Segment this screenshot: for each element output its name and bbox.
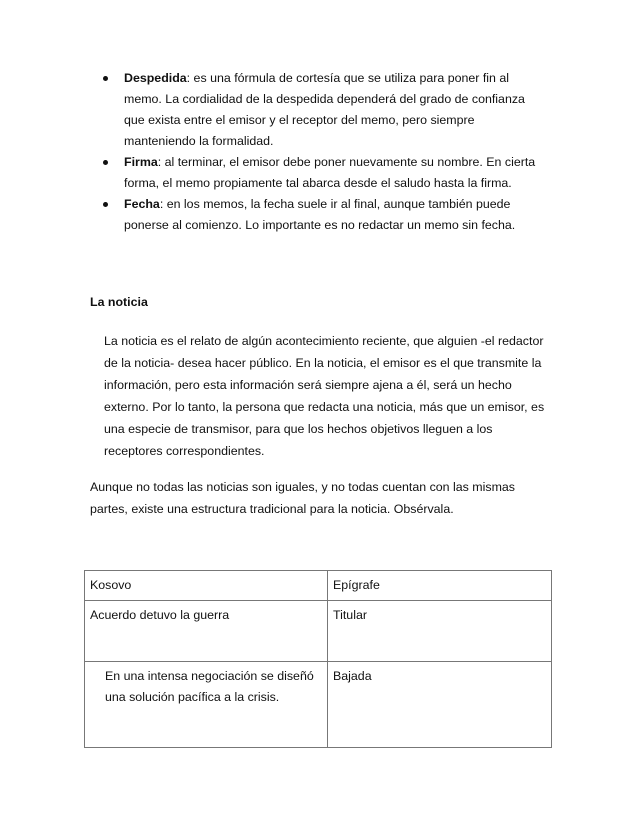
list-item-term: Fecha: [124, 197, 160, 211]
list-item-term: Firma: [124, 155, 158, 169]
list-item-text: : en los memos, la fecha suele ir al final, aunque también puede ponerse al comienzo. Lo importante es no redactar un memo sin fecha.: [124, 197, 516, 232]
list-item-term: Despedida: [124, 71, 187, 85]
table-row: [85, 571, 552, 601]
bullet-icon: [103, 76, 108, 81]
table-cell-content: Kosovo: [85, 571, 328, 601]
table-cell-label: Bajada: [328, 662, 552, 748]
table-row: [85, 601, 552, 662]
bullet-icon: [103, 160, 108, 165]
table-row: [85, 662, 552, 748]
list-item: [0, 152, 544, 194]
news-structure-paragraph: Aunque no todas las noticias son iguales, y no todas cuentan con las mismas partes, existe una estructura tradicional para la noticia. Obsérvala.: [90, 480, 515, 516]
list-item: [0, 68, 544, 152]
news-structure-table: [84, 570, 552, 748]
list-item-text: : al terminar, el emisor debe poner nuevamente su nombre. En cierta forma, el memo propiamente tal abarca desde el saludo hasta la firma.: [124, 155, 536, 190]
list-item: [0, 194, 544, 236]
table-cell-content: En una intensa negociación se diseñó una solución pacífica a la crisis.: [85, 662, 328, 748]
memo-parts-list: [0, 68, 638, 236]
table-cell-content: Acuerdo detuvo la guerra: [85, 601, 328, 662]
table-cell-label: Epígrafe: [328, 571, 552, 601]
table-cell-label: Titular: [328, 601, 552, 662]
list-item-text: : es una fórmula de cortesía que se utiliza para poner fin al memo. La cordialidad de la despedida dependerá del grado de confianza que exista entre el emisor y el receptor del memo, pero siempre manteniendo la formalidad.: [124, 71, 525, 148]
news-definition-paragraph: La noticia es el relato de algún acontecimiento reciente, que alguien -el redactor de la noticia- desea hacer público. En la noticia, el emisor es el que transmite la información, pero esta información será siempre ajena a él, será un hecho externo. Por lo tanto, la persona que redacta una noticia, más que un emisor, es una especie de transmisor, para que los hechos objetivos lleguen a los receptores correspondientes.: [104, 334, 545, 458]
section-heading: La noticia: [90, 295, 148, 309]
bullet-icon: [103, 202, 108, 207]
